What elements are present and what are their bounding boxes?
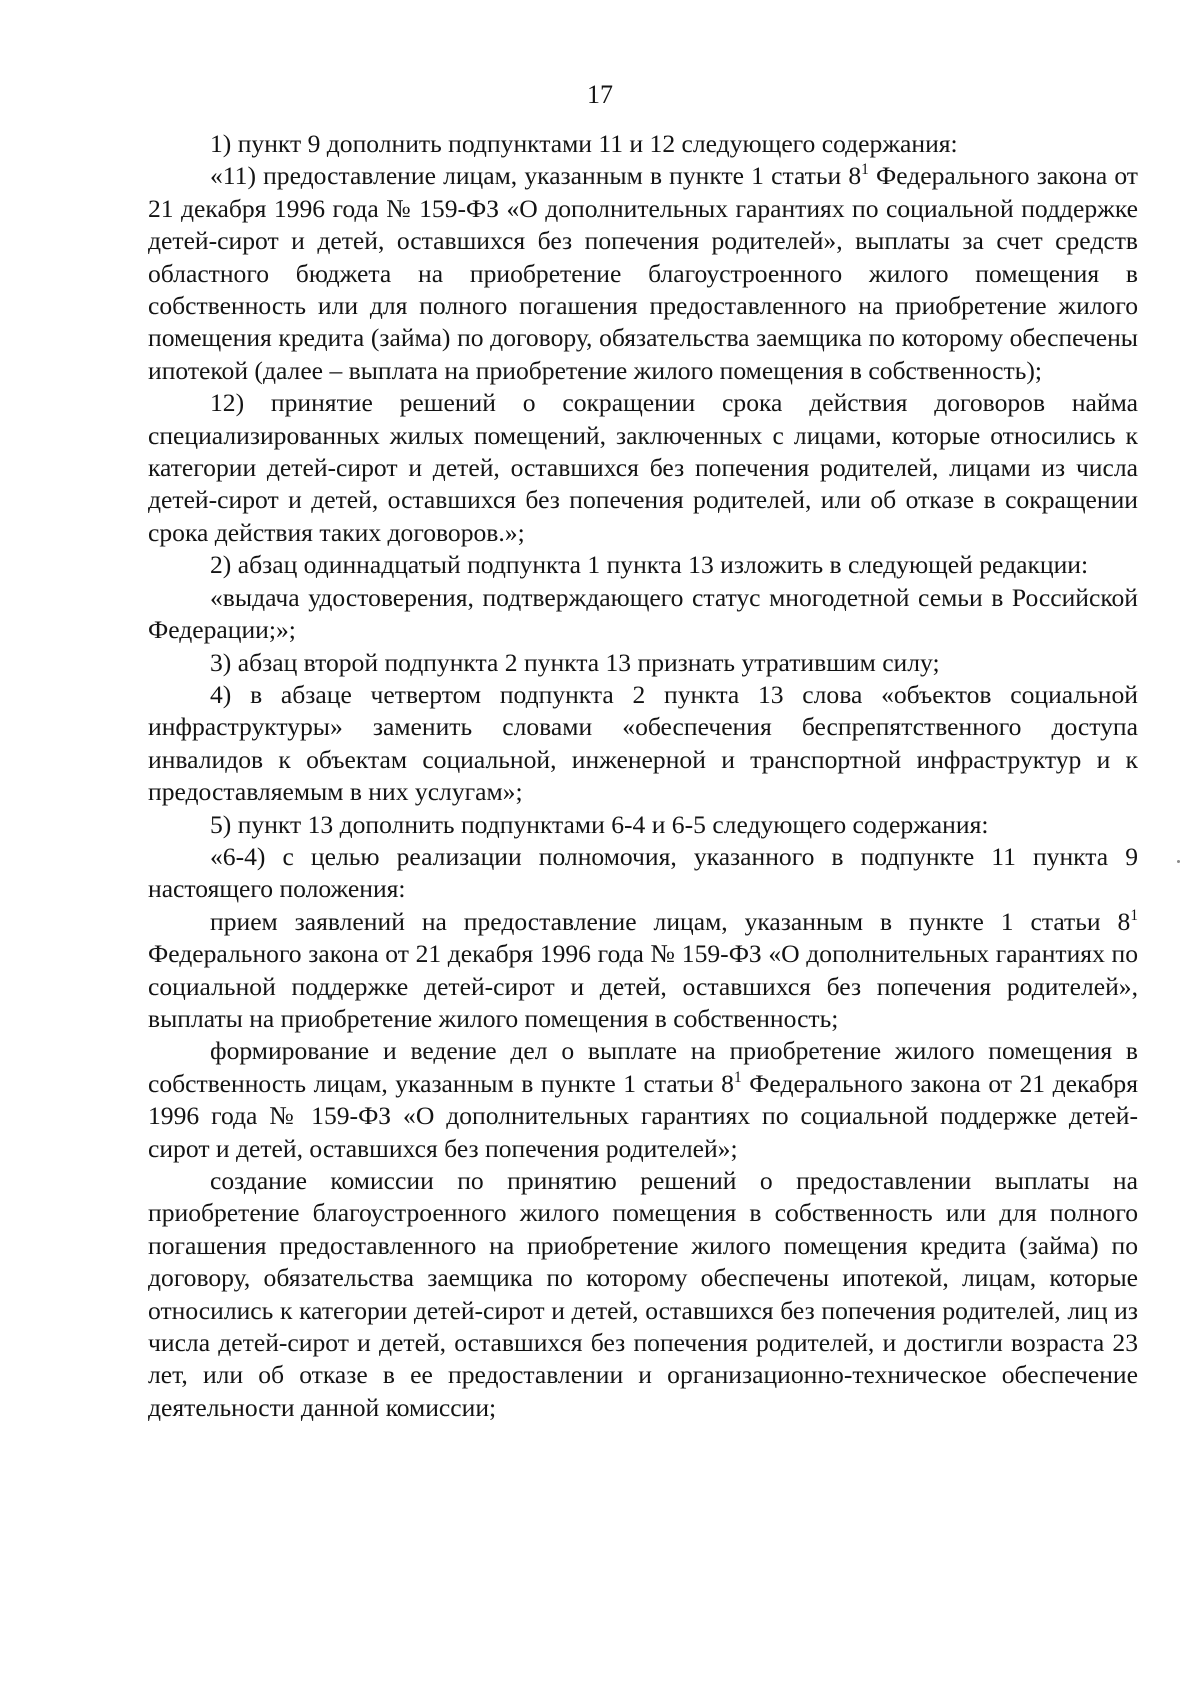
superscript: 1: [861, 161, 869, 179]
text-segment: Федерального закона от 21 декабря 1996 года № 159-ФЗ «О дополнительных гарантиях по социальной поддержке детей-сирот и детей, оставшихся без попечения родителей», выплаты за счет средств областного бюджета на приобретение благоустроенного жилого помещения в собственность или для полного погашения предоставленного на приобретение жилого помещения кредита (займа) по договору, обязательства заемщика по которому обеспечены ипотекой (далее – выплата на приобретение жилого помещения в собственность);: [148, 161, 1138, 385]
paragraph-commission: создание комиссии по принятию решений о предоставлении выплаты на приобретение благоустроенного жилого помещения в собственность или для полного погашения предоставленного на приобретение жилого помещения кредита (займа) по договору, обязательства заемщика по которому обеспечены ипотекой, лицам, которые относились к категории детей-сирот и детей, оставшихся без попечения родителей, лиц из числа детей-сирот и детей, оставшихся без попечения родителей, и достигли возраста 23 лет, или об отказе в ее предоставлении и организационно-техническое обеспечение деятельности данной комиссии;: [148, 1166, 1138, 1422]
superscript: 1: [733, 1068, 742, 1086]
paragraph-item-9-amendment: 1) пункт 9 дополнить подпунктами 11 и 12 следующего содержания:: [210, 129, 958, 158]
paragraph-subitem-12: 12) принятие решений о сокращении срока действия договоров найма специализированных жилых помещений, заключенных с лицами, которые относились к категории детей-сирот и детей, оставшихся без попечения родителей, лицами из числа детей-сирот и детей, оставшихся без попечения родителей, или об отказе в сокращении срока действия таких договоров.»;: [148, 388, 1138, 547]
paragraph-item-2-amendment: 2) абзац одиннадцатый подпункта 1 пункта 13 изложить в следующей редакции:: [210, 550, 1089, 580]
paragraph-item-3-amendment: 3) абзац второй подпункта 2 пункта 13 признать утратившим силу;: [210, 647, 940, 677]
text-segment: прием заявлений на предоставление лицам, указанным в пункте 1 статьи 8: [210, 906, 1131, 936]
scan-artifact: [1177, 860, 1180, 863]
text-segment: «11) предоставление лицам, указанным в пункте 1 статьи 8: [210, 161, 862, 191]
paragraph-case-files: [148, 1035, 1138, 1165]
superscript: 1: [1130, 906, 1138, 924]
paragraph-applications: [148, 906, 1138, 1036]
paragraph-subitem-6-4: «6-4) с целью реализации полномочия, указанного в подпункте 11 пункта 9 настоящего положения:: [148, 841, 1138, 904]
paragraph-item-4-amendment: 4) в абзаце четвертом подпункта 2 пункта 13 слова «объектов социальной инфраструктуры» заменить словами «обеспечения беспрепятственного доступа инвалидов к объектам социальной, инженерной и транспортной инфраструктур и к предоставляемым в них услугам»;: [148, 679, 1138, 807]
text-segment: Федерального закона от 21 декабря 1996 года № 159-ФЗ «О дополнительных гарантиях по социальной поддержке детей-сирот и детей, оставшихся без попечения родителей»;: [148, 1068, 1139, 1163]
text-segment: формирование и ведение дел о выплате на приобретение жилого помещения в собственность лицам, указанным в пункте 1 статьи 8: [148, 1036, 1138, 1098]
page-number: 17: [587, 80, 613, 109]
paragraph-subitem-11: [148, 160, 1138, 387]
text-segment: Федерального закона от 21 декабря 1996 года № 159-ФЗ «О дополнительных гарантиях по социальной поддержке детей-сирот и детей, оставшихся без попечения родителей», выплаты на приобретение жилого помещения в собственность;: [148, 939, 1138, 1033]
document-body: [148, 128, 1138, 1424]
paragraph-item-5-amendment: 5) пункт 13 дополнить подпунктами 6-4 и 6-5 следующего содержания:: [210, 809, 989, 839]
paragraph-quote-certificate: «выдача удостоверения, подтверждающего статус многодетной семьи в Российской Федерации;»;: [148, 582, 1138, 645]
